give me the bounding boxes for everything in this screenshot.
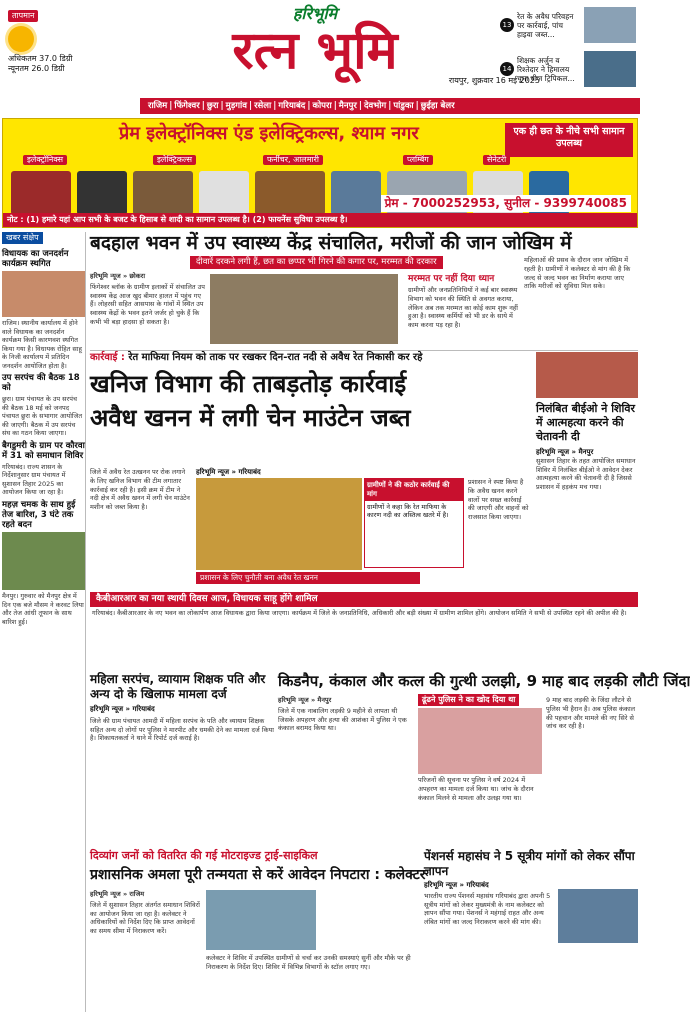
story-column — [278, 696, 414, 846]
story-headline[interactable]: निलंबित बीईओ ने शिविर में आत्महत्या करने की चेतावनी दी — [536, 402, 635, 443]
story-kicker: दीवारें दरकने लगी हैं, छत का छप्पर भी गिरने की कगार पर, मरम्मत की दरकार — [190, 256, 443, 269]
dateline: रायपुर, शुक्रवार 16 मई 2025 — [448, 76, 540, 85]
city-item[interactable]: रसेला — [254, 100, 272, 111]
photo-caption: प्रशासन के लिए चुनौती बना अवैध रेत खनन — [196, 572, 420, 584]
story-kbrr — [90, 592, 638, 668]
cooler-icon — [199, 171, 249, 215]
story-column: परिजनों की सूचना पर पुलिस ने वर्ष 2024 में अपहरण का मामला दर्ज किया था। जांच के दौरान कंकाल मिलने से मामला और उलझ गया था। — [418, 776, 534, 802]
brief-headline[interactable]: विधायक का जनदर्शन कार्यक्रम स्थगित — [2, 249, 69, 270]
ad-categories — [13, 155, 513, 169]
story-byline: हरिभूमि न्यूज » गरियाबंद — [424, 881, 489, 889]
teaser-page-number: 13 — [500, 18, 514, 32]
story-headline[interactable]: किडनैप, कंकाल और कत्ल की गुत्थी उलझी, 9 माह बाद लड़की लौटी जिंदा — [278, 672, 690, 690]
story-collector — [90, 866, 426, 1012]
story-sarpanch-case — [90, 672, 274, 847]
story-headline[interactable]: प्रशासनिक अमला पूरी तन्मयता से करें आवेदन निपटारा : कलेक्टर — [90, 867, 426, 883]
story-byline: हरिभूमि न्यूज » राजिम — [90, 890, 145, 898]
story-subhead: ढूंढने पुलिस ने का खोद दिया था — [418, 694, 519, 706]
teaser-text: शिक्षक अर्जुन व रिश्तेदार ने हिमालय चूमा बीज ट्रिपिकल... — [517, 55, 575, 83]
story-subhead: मरम्मत पर नहीं दिया ध्यान — [408, 274, 495, 284]
story-headline[interactable]: महिला सरपंच, व्यायाम शिक्षक पति और अन्य दो के खिलाफ मामला दर्ज — [90, 672, 266, 701]
kicker-text: रेत माफिया नियम को ताक पर रखकर दिन-रात नदी से अवैध रेत निकासी कर रहे — [128, 352, 423, 363]
excavator-photo — [196, 478, 362, 570]
ad-phones: प्रेम - 7000252953, सुनील - 9399740085 — [381, 195, 631, 212]
city-item[interactable]: पांडुका — [393, 100, 414, 111]
brief-text: छुरा। ग्राम पंचायत के उप सरपंच की बैठक 18 मई को जनपद पंचायत छुरा के सभागार आयोजित की जाएगी। बैठक में उप सरपंच संघ का गठन किया जाएगा। — [2, 395, 83, 438]
city-item[interactable]: छुरा — [206, 100, 219, 111]
kicker-label: कार्रवाई : — [90, 352, 125, 363]
story-mining-action — [90, 352, 532, 592]
teaser-photo — [584, 51, 636, 87]
brief-headline[interactable]: महज़ चमक के साथ हुई तेज बारिश, 3 घंटे तक रहते बदन — [2, 499, 76, 531]
weather-max: अधिकतम 37.0 डिग्री — [8, 54, 73, 63]
tv-icon — [77, 171, 127, 215]
story-byline: हरिभूमि न्यूज » मैनपुर — [536, 448, 594, 456]
ad-category: सेनेटरी — [483, 155, 510, 165]
city-item[interactable]: छुईहा बेलर — [420, 100, 455, 111]
teasers — [500, 6, 636, 94]
story-byline: हरिभूमि न्यूज » छोकरा — [90, 272, 146, 280]
story-column: महिलाओं की प्रसव के दौरान जान जोखिम में रहती है। ग्रामीणों ने कलेक्टर से मांग की है कि जल्द से जल्द भवन का निर्माण कराया जाए ताकि मरीजों को सुविधा मिल सके। — [524, 256, 631, 291]
city-item[interactable]: राजिम — [148, 100, 168, 111]
ad-title: प्रेम इलेक्ट्रॉनिक्स एंड इलेक्ट्रिकल्स, श्याम नगर — [119, 123, 419, 144]
story-byline: हरिभूमि न्यूज » गरियाबंद — [196, 468, 261, 476]
girl-photo — [418, 708, 542, 774]
city-item[interactable]: मुड़गांव — [225, 100, 247, 111]
story-byline: हरिभूमि न्यूज » गरियाबंद — [90, 705, 155, 713]
story-column: 9 माह बाद लड़की के जिंदा लौटने से पुलिस भी हैरान है। अब पुलिस कंकाल की पहचान और मामले की नए सिरे से जांच कर रही है। — [546, 696, 636, 731]
fridge-icon — [11, 171, 71, 215]
story-photo — [210, 274, 398, 344]
ad-category: इलेक्ट्रिकल्स — [153, 155, 196, 165]
story-headline[interactable]: बदहाल भवन में उप स्वास्थ्य केंद्र संचालित, मरीजों की जान जोखिम में — [90, 232, 572, 254]
brief-text: मैनपुर। गुरुवार को मैनपुर क्षेत्र में दिन एक बजे मौसम ने करवट लिया और तेज आंधी तूफान के साथ बारिश हुई। — [2, 592, 84, 626]
story-text: भारतीय राज्य पेंशनर्स महासंघ गरियाबंद द्वारा अपनी 5 सूत्रीय मांगों को लेकर मुख्यमंत्री के नाम कलेक्टर को ज्ञापन सौंपा गया। पेंशनर्स ने महंगाई राहत और अन्य लंबित मांगों का जल्द निराकरण करने की मांग की। — [424, 891, 551, 927]
story-headline[interactable]: अवैध खनन में लगी चेन माउंटेन जब्त — [90, 403, 411, 432]
brief-headline[interactable]: बैगडुमरी के ग्राम पर कौरवा में 31 को समाधान शिविर — [2, 440, 85, 461]
story-beo-warning — [536, 352, 638, 592]
story-pensioners — [424, 849, 638, 1012]
news-briefs-column — [2, 232, 86, 1012]
teaser[interactable] — [500, 50, 636, 88]
story-kicker — [90, 352, 532, 365]
sun-icon — [8, 26, 34, 52]
story-health-centre — [90, 232, 638, 350]
story-photo — [558, 889, 638, 943]
brand-logo: रत्न भूमि — [232, 20, 398, 81]
story-headline[interactable]: पेंशनर्स महासंघ ने 5 सूत्रीय मांगों को लेकर सौंपा ज्ञापन — [424, 849, 635, 878]
story-headline[interactable]: कैबीआरआर का नया स्थायी दिवस आज, विधायक साहू होंगे शामिल — [90, 592, 638, 607]
story-text: फिंगेश्वर ब्लॉक के ग्रामीण इलाकों में संचालित उप स्वास्थ्य केंद्र आज खुद बीमार हालत में पहुंच गए हैं। लोहरसी सहित आसपास के गांवों में स्थित उप स्वास्थ्य केंद्रों के भवन इतने जर्जर हो चुके हैं कि कभी भी बड़ा हादसा हो सकता है। — [90, 282, 205, 326]
teaser[interactable] — [500, 6, 636, 44]
box-text: ग्रामीणों ने कहा कि रेत माफिया के कारण नदी का अस्तित्व खतरे में है। — [367, 502, 449, 519]
story-text: जिले में सुशासन तिहार अंतर्गत समाधान शिविरों का आयोजन किया जा रहा है। कलेक्टर ने अधिकारियों को निर्देश दिए कि प्राप्त आवेदनों का समय सीमा में निराकरण करें। — [90, 900, 200, 936]
story-text: जिले में एक नाबालिग लड़की 9 महीने से लापता थी जिसके अपहरण और हत्या की आशंका में पुलिस ने एक कंकाल बरामद किया था। — [278, 706, 407, 733]
sofa-icon — [255, 171, 325, 215]
divider — [90, 350, 638, 351]
ad-category: फर्नीचर, आलमारी — [263, 155, 323, 165]
ad-tagline: एक ही छत के नीचे सभी सामान उपलब्ध — [505, 123, 633, 157]
story-text: गरियाबंद। कैबीआरआर के नए भवन का लोकार्पण आज विधायक द्वारा किया जाएगा। कार्यक्रम में जिले के जनप्रतिनिधि, अधिकारी और बड़ी संख्या में ग्रामीण शामिल होंगे। आयोजन समिति ने सभी से उपस्थित रहने की अपील की है। — [92, 609, 627, 618]
story-byline: हरिभूमि न्यूज » मैनपुर — [278, 696, 332, 704]
story-column: ग्रामीणों और जनप्रतिनिधियों ने कई बार स्वास्थ्य विभाग को भवन की स्थिति से अवगत कराया, लेकिन अब तक मरम्मत का कोई काम शुरू नहीं हुआ है। स्वास्थ्य कर्मियों को भी डर के साये में काम करना पड़ रहा है। — [408, 286, 518, 330]
brief-headline[interactable]: उप सरपंच की बैठक 18 को — [2, 373, 80, 394]
story-photo — [206, 890, 316, 950]
city-item[interactable]: मैनपुर — [338, 100, 357, 111]
story-column: कलेक्टर ने शिविर में उपस्थित ग्रामीणों से चर्चा कर उनकी समस्याएं सुनीं और मौके पर ही निराकरण के निर्देश दिए। शिविर में विभिन्न विभागों के स्टॉल लगाए गए। — [206, 954, 411, 971]
city-item[interactable]: गरियाबंद — [278, 100, 306, 111]
story-column: प्रशासन ने स्पष्ट किया है कि अवैध खनन करने वालों पर सख्त कार्रवाई की जाएगी और वाहनों को राजसात किया जाएगा। — [468, 478, 529, 522]
fan-icon — [133, 171, 193, 215]
brief-text: राजिम। स्थानीय कार्यालय में होने वाले विधायक का जनदर्शन कार्यक्रम किसी कारणवश स्थगित किया गया है। विधायक रोहित साहू के निजी कार्यालय में प्रतिदिन जनदर्शन आयोजित होता है। — [2, 319, 82, 370]
sidebar-box — [364, 478, 464, 568]
brand-small: हरिभूमि — [292, 4, 338, 23]
story-column: जिले में अवैध रेत उत्खनन पर रोक लगाने के लिए खनिज विभाग की टीम लगातार कार्रवाई कर रही है। इसी क्रम में टीम ने नदी क्षेत्र में अवैध खनन में लगी चेन माउंटेन मशीन को जब्त किया है। — [90, 468, 190, 512]
ad-note: नोट : (1) हमारे यहां आप सभी के बजट के हिसाब से शादी का सामान उपलब्ध है। (2) फायनेंस सुविधा उपलब्ध है। — [3, 213, 637, 227]
city-item[interactable]: देवभोग — [364, 100, 387, 111]
weather-box — [8, 10, 88, 84]
weather-title: तापमान — [8, 10, 38, 22]
story-headline[interactable]: खनिज विभाग की ताबड़तोड़ कार्रवाई — [90, 369, 407, 398]
teaser-page-number: 14 — [500, 62, 514, 76]
banner-headline[interactable]: दिव्यांग जनों को वितरित की गई मोटराइज्ड ट्राई-साइकिल — [90, 849, 318, 862]
story-column — [90, 272, 206, 348]
story-photo — [536, 352, 638, 398]
story-text: सुशासन तिहार के तहत आयोजित समाधान शिविर में निलंबित बीईओ ने आवेदन देकर आत्महत्या करने की चेतावनी दी है जिससे प्रशासन में हड़कंप मच गया। — [536, 456, 636, 492]
teaser-photo — [584, 7, 636, 43]
box-headline: ग्रामीणों ने की कठोर कार्रवाई की मांग — [365, 479, 463, 501]
city-nav-bar: राजिम | फिंगेश्वर | छुरा | मुड़गांव | रसेला | गरियाबंद | कोपरा | मैनपुर | देवभोग | पांडुका | छुईहा बेलर — [140, 98, 640, 114]
ad-category: प्लम्बिंग — [403, 155, 433, 165]
mla-photo — [2, 271, 85, 317]
city-item[interactable]: कोपरा — [312, 100, 332, 111]
advertisement[interactable] — [2, 118, 638, 228]
story-kidnap-mystery — [278, 672, 690, 847]
story-column — [90, 890, 202, 1010]
city-item[interactable]: फिंगेश्वर — [174, 100, 200, 111]
briefs-tag: खबर संक्षेप — [2, 232, 43, 244]
ad-category: इलेक्ट्रॉनिक्स — [23, 155, 67, 165]
brief-text: गरियाबंद। राज्य शासन के निर्देशानुसार ग्राम पंचायत में सुशासन तिहार 2025 का आयोजन किया जा रहा है। — [2, 462, 66, 497]
weather-min: न्यूनतम 26.0 डिग्री — [8, 64, 65, 73]
rain-photo — [2, 532, 85, 590]
teaser-text: रेत के अवैध परिवहन पर कार्रवाई, पांच हाइवा जब्त... — [517, 11, 574, 39]
story-text: जिले की ग्राम पंचायत आमदी में महिला सरपंच के पति और व्यायाम शिक्षक सहित अन्य दो लोगों पर पुलिस ने मारपीट और धमकी देने का मामला दर्ज किया है। शिकायतकर्ता ने थाने में रिपोर्ट दर्ज कराई है। — [90, 716, 274, 743]
almirah-icon — [331, 171, 381, 215]
